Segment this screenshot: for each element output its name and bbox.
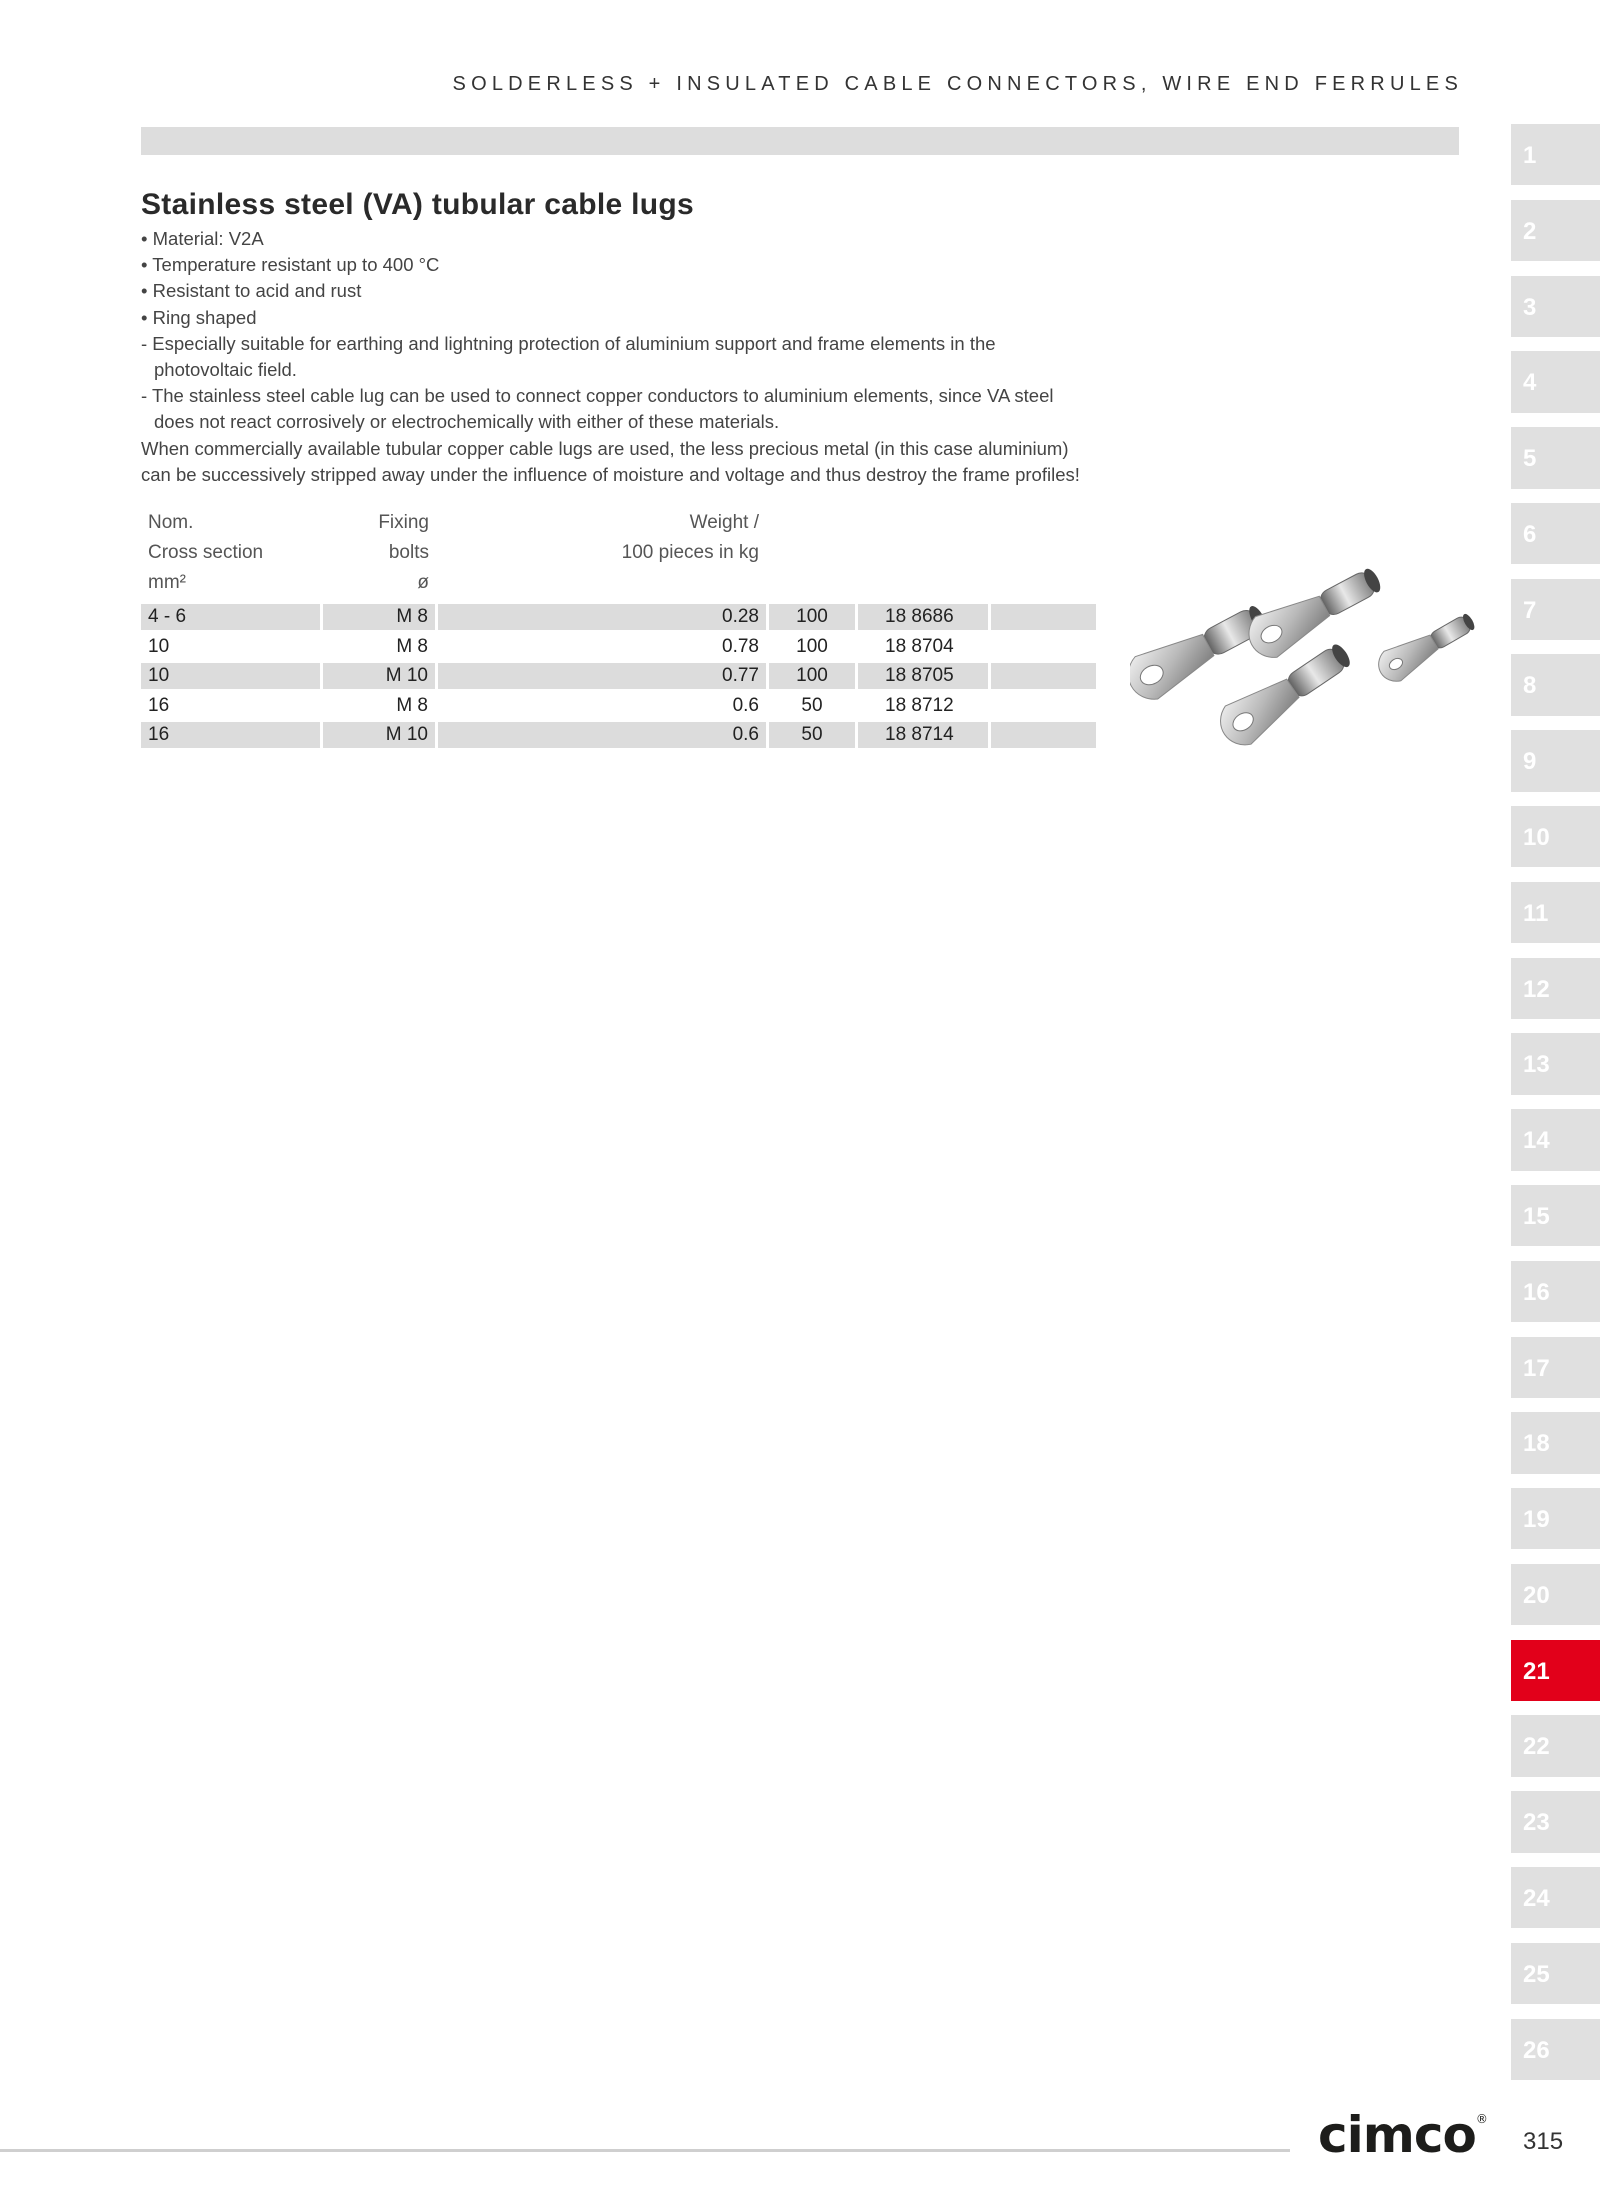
chapter-tab-1[interactable]: 1 [1511, 124, 1600, 185]
chapter-tab-24[interactable]: 24 [1511, 1867, 1600, 1928]
cell-pack: 50 [801, 694, 823, 716]
chapter-tab-19[interactable]: 19 [1511, 1488, 1600, 1549]
product-title: Stainless steel (VA) tubular cable lugs [141, 188, 694, 221]
header-weight: Weight / [689, 512, 759, 533]
chapter-tab-17[interactable]: 17 [1511, 1337, 1600, 1398]
chapter-tab-5[interactable]: 5 [1511, 427, 1600, 488]
chapter-tab-9[interactable]: 9 [1511, 730, 1600, 791]
product-description [141, 226, 1121, 488]
description-line: • Ring shaped [141, 306, 257, 328]
description-line: - Especially suitable for earthing and lightning protection of aluminium support and frame elements in the [141, 332, 996, 354]
chapter-tab-16[interactable]: 16 [1511, 1261, 1600, 1322]
chapter-tab-18[interactable]: 18 [1511, 1412, 1600, 1473]
chapter-tab-22[interactable]: 22 [1511, 1715, 1600, 1776]
cell-article: 18 8704 [885, 635, 954, 657]
table-row [141, 603, 1096, 633]
chapter-tab-7[interactable]: 7 [1511, 579, 1600, 640]
product-table [141, 603, 1096, 751]
cell-extra [991, 634, 1096, 660]
chapter-tab-2[interactable]: 2 [1511, 200, 1600, 261]
description-line: can be successively stripped away under the influence of moisture and voltage and thus destroy the frame profiles! [141, 463, 1080, 485]
cell-article: 18 8712 [885, 694, 954, 716]
cell-bolt: M 10 [323, 722, 435, 748]
header-weight-unit: 100 pieces in kg [621, 542, 759, 563]
description-line: When commercially available tubular copper cable lugs are used, the less precious metal (in this case aluminium) [141, 437, 1069, 459]
header-bolts: bolts [388, 542, 429, 563]
cell-nom: 16 [141, 722, 320, 748]
chapter-tabs [1511, 124, 1600, 2094]
cable-lug-2 [1241, 565, 1388, 665]
section-title: SOLDERLESS + INSULATED CABLE CONNECTORS, WIRE END FERRULES [452, 73, 1463, 95]
chapter-tab-12[interactable]: 12 [1511, 958, 1600, 1019]
chapter-tab-11[interactable]: 11 [1511, 882, 1600, 943]
cell-nom: 10 [141, 663, 320, 689]
chapter-tab-14[interactable]: 14 [1511, 1109, 1600, 1170]
header-cross-section: Cross section [148, 542, 264, 563]
chapter-tab-25[interactable]: 25 [1511, 1943, 1600, 2004]
header-nom: Nom. [148, 512, 194, 533]
cell-weight: 0.78 [722, 635, 759, 657]
cell-article: 18 8705 [858, 663, 988, 689]
chapter-tab-8[interactable]: 8 [1511, 654, 1600, 715]
chapter-tab-23[interactable]: 23 [1511, 1791, 1600, 1852]
chapter-tab-13[interactable]: 13 [1511, 1033, 1600, 1094]
description-line: • Material: V2A [141, 228, 264, 249]
cell-extra [991, 604, 1096, 630]
cell-weight: 0.77 [438, 663, 766, 689]
cell-article: 18 8686 [858, 604, 988, 630]
chapter-tab-26[interactable]: 26 [1511, 2019, 1600, 2080]
cell-bolt: M 8 [323, 604, 435, 630]
cell-extra [991, 722, 1096, 748]
description-line: photovoltaic field. [154, 359, 297, 381]
registered-mark: ® [1475, 2112, 1487, 2126]
cell-pack: 100 [769, 604, 855, 630]
brand-name: cimco [1318, 2106, 1476, 2164]
description-line: - The stainless steel cable lug can be used to connect copper conductors to aluminium elements, since VA steel [141, 385, 1054, 407]
chapter-tab-20[interactable]: 20 [1511, 1564, 1600, 1625]
cable-lug-4 [1372, 605, 1480, 687]
chapter-tab-6[interactable]: 6 [1511, 503, 1600, 564]
cell-extra [991, 693, 1096, 719]
cell-weight: 0.28 [438, 604, 766, 630]
header-fixing: Fixing [378, 512, 429, 533]
cell-extra [991, 663, 1096, 689]
table-row [141, 692, 1096, 722]
footer-divider [0, 2149, 1290, 2152]
cell-article: 18 8714 [858, 722, 988, 748]
header-diameter: ø [417, 572, 429, 593]
chapter-tab-3[interactable]: 3 [1511, 276, 1600, 337]
chapter-tab-4[interactable]: 4 [1511, 351, 1600, 412]
description-line: • Resistant to acid and rust [141, 280, 362, 302]
cell-pack: 100 [769, 663, 855, 689]
cell-nom: 16 [148, 694, 170, 716]
chapter-tab-10[interactable]: 10 [1511, 806, 1600, 867]
cell-bolt: M 8 [396, 694, 428, 716]
header-bar [141, 127, 1459, 155]
cable-lugs-image [1130, 565, 1490, 755]
cell-bolt: M 10 [323, 663, 435, 689]
table-row [141, 721, 1096, 751]
chapter-tab-21[interactable]: 21 [1511, 1640, 1600, 1701]
cell-weight: 0.6 [732, 694, 759, 716]
cell-nom: 4 - 6 [141, 604, 320, 630]
table-row [141, 662, 1096, 692]
cable-lug-1 [1130, 595, 1274, 707]
cell-weight: 0.6 [438, 722, 766, 748]
cell-nom: 10 [148, 635, 170, 657]
cell-pack: 50 [769, 722, 855, 748]
table-row [141, 633, 1096, 663]
description-line: does not react corrosively or electrochemically with either of these materials. [154, 411, 780, 433]
description-line: • Temperature resistant up to 400 °C [141, 254, 440, 276]
chapter-tab-15[interactable]: 15 [1511, 1185, 1600, 1246]
brand-logo [1318, 2106, 1487, 2164]
cell-bolt: M 8 [396, 635, 428, 657]
cable-lug-3 [1212, 633, 1359, 753]
header-unit: mm² [148, 572, 186, 593]
page-number: 315 [1523, 2128, 1564, 2155]
cell-pack: 100 [796, 635, 828, 657]
